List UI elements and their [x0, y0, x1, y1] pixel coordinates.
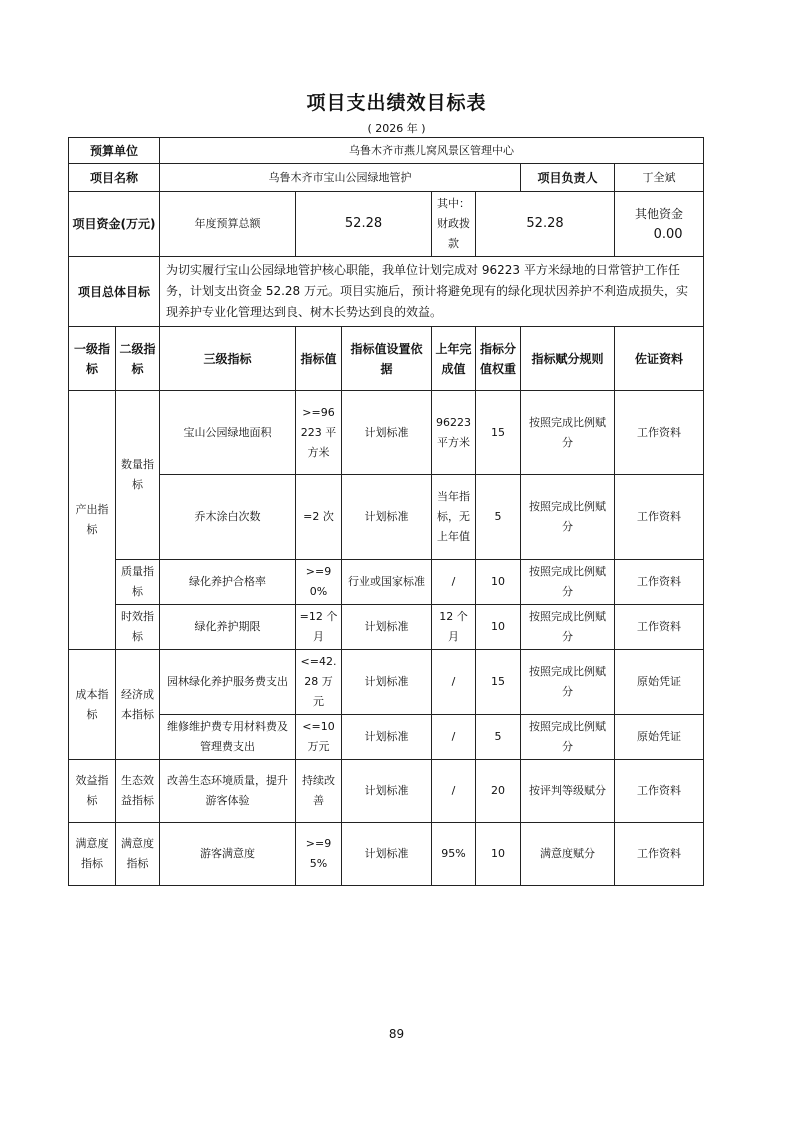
indicator-name: 绿化养护期限 — [160, 605, 296, 650]
indicator-evidence: 工作资料 — [615, 475, 704, 560]
indicator-weight: 5 — [476, 715, 521, 760]
indicator-last-year: / — [432, 560, 476, 605]
indicator-name: 改善生态环境质量，提升游客体验 — [160, 760, 296, 823]
indicator-last-year: 当年指标，无上年值 — [432, 475, 476, 560]
indicator-name: 乔木涂白次数 — [160, 475, 296, 560]
subgroup-economic: 经济成本指标 — [116, 650, 160, 760]
table-row — [69, 475, 704, 560]
indicator-name: 宝山公园绿地面积 — [160, 391, 296, 475]
header-rule: 指标赋分规则 — [521, 327, 615, 391]
performance-table — [68, 137, 704, 886]
project-owner-label: 项目负责人 — [521, 164, 615, 192]
header-evidence: 佐证资料 — [615, 327, 704, 391]
indicator-value: <=42.28 万元 — [296, 650, 342, 715]
header-basis: 指标值设置依据 — [342, 327, 432, 391]
header-value: 指标值 — [296, 327, 342, 391]
indicator-rule: 按照完成比例赋分 — [521, 715, 615, 760]
project-name-label: 项目名称 — [69, 164, 160, 192]
indicator-basis: 计划标准 — [342, 650, 432, 715]
indicator-basis: 计划标准 — [342, 391, 432, 475]
indicator-weight: 10 — [476, 605, 521, 650]
indicator-value: 持续改善 — [296, 760, 342, 823]
indicator-last-year: 95% — [432, 823, 476, 886]
indicator-value: >=90% — [296, 560, 342, 605]
subgroup-quality: 质量指标 — [116, 560, 160, 605]
indicator-basis: 计划标准 — [342, 760, 432, 823]
overall-goal-label: 项目总体目标 — [69, 257, 160, 327]
indicator-weight: 10 — [476, 560, 521, 605]
indicator-rule: 按评判等级赋分 — [521, 760, 615, 823]
annual-budget-label: 年度预算总额 — [160, 192, 296, 257]
indicator-weight: 5 — [476, 475, 521, 560]
indicator-evidence: 原始凭证 — [615, 715, 704, 760]
header-level3: 三级指标 — [160, 327, 296, 391]
indicator-last-year: / — [432, 760, 476, 823]
indicator-rule: 按照完成比例赋分 — [521, 650, 615, 715]
header-weight: 指标分值权重 — [476, 327, 521, 391]
indicator-weight: 15 — [476, 650, 521, 715]
budget-unit-label: 预算单位 — [69, 138, 160, 164]
header-last-year: 上年完成值 — [432, 327, 476, 391]
indicator-rule: 按照完成比例赋分 — [521, 391, 615, 475]
indicator-rule: 按照完成比例赋分 — [521, 605, 615, 650]
indicator-evidence: 原始凭证 — [615, 650, 704, 715]
indicator-basis: 行业或国家标准 — [342, 560, 432, 605]
budget-unit-value: 乌鲁木齐市燕儿窝风景区管理中心 — [160, 138, 704, 164]
other-funds-amount: 0.00 — [653, 226, 683, 242]
indicator-evidence: 工作资料 — [615, 823, 704, 886]
group-cost: 成本指标 — [69, 650, 116, 760]
overall-goal-text: 为切实履行宝山公园绿地管护核心职能，我单位计划完成对 96223 平方米绿地的日常管护工作任务，计划支出资金 52.28 万元。项目实施后，预计将避免现有的绿化现状因养护不利造成损失，实现养护专业化管理达到良、树木长势达到良的效益。 — [160, 257, 704, 327]
indicator-value: =2 次 — [296, 475, 342, 560]
indicator-name: 游客满意度 — [160, 823, 296, 886]
indicator-basis: 计划标准 — [342, 715, 432, 760]
table-row — [69, 391, 704, 475]
indicator-name: 维修维护费专用材料费及管理费支出 — [160, 715, 296, 760]
subgroup-timeliness: 时效指标 — [116, 605, 160, 650]
indicator-value: <=10 万元 — [296, 715, 342, 760]
project-name-value: 乌鲁木齐市宝山公园绿地管护 — [160, 164, 521, 192]
indicator-weight: 10 — [476, 823, 521, 886]
table-row — [69, 715, 704, 760]
project-funds-label: 项目资金(万元) — [69, 192, 160, 257]
header-level1: 一级指标 — [69, 327, 116, 391]
indicator-rule: 满意度赋分 — [521, 823, 615, 886]
group-satisfaction: 满意度指标 — [69, 823, 116, 886]
indicator-evidence: 工作资料 — [615, 760, 704, 823]
indicator-last-year: 12 个月 — [432, 605, 476, 650]
subgroup-satisfaction: 满意度指标 — [116, 823, 160, 886]
fiscal-value: 52.28 — [476, 192, 615, 257]
indicator-last-year: / — [432, 650, 476, 715]
indicator-weight: 15 — [476, 391, 521, 475]
page-number: 89 — [388, 1027, 405, 1041]
indicator-last-year: 96223 平方米 — [432, 391, 476, 475]
other-funds-label: 其他资金 — [635, 206, 684, 221]
table-row — [69, 760, 704, 823]
indicator-weight: 20 — [476, 760, 521, 823]
indicator-evidence: 工作资料 — [615, 605, 704, 650]
indicator-basis: 计划标准 — [342, 475, 432, 560]
project-owner-value: 丁全斌 — [615, 164, 704, 192]
project-funds-row — [69, 192, 704, 257]
table-row — [69, 605, 704, 650]
table-row — [69, 560, 704, 605]
document-title: 项目支出绩效目标表 — [306, 92, 487, 114]
budget-unit-row — [69, 138, 704, 164]
indicator-value: >=96223 平方米 — [296, 391, 342, 475]
other-funds-value — [615, 192, 704, 257]
table-row — [69, 650, 704, 715]
subgroup-quantity: 数量指标 — [116, 391, 160, 560]
indicator-value: >=95% — [296, 823, 342, 886]
indicator-name: 园林绿化养护服务费支出 — [160, 650, 296, 715]
document-year: ( 2026 年 ) — [367, 122, 426, 135]
indicator-name: 绿化养护合格率 — [160, 560, 296, 605]
indicator-evidence: 工作资料 — [615, 560, 704, 605]
indicator-evidence: 工作资料 — [615, 391, 704, 475]
subgroup-ecological: 生态效益指标 — [116, 760, 160, 823]
indicator-rule: 按照完成比例赋分 — [521, 560, 615, 605]
indicator-value: =12 个月 — [296, 605, 342, 650]
table-row — [69, 823, 704, 886]
table-header-row — [69, 327, 704, 391]
group-benefit: 效益指标 — [69, 760, 116, 823]
group-output: 产出指标 — [69, 391, 116, 650]
indicator-rule: 按照完成比例赋分 — [521, 475, 615, 560]
indicator-last-year: / — [432, 715, 476, 760]
overall-goal-row — [69, 257, 704, 327]
header-level2: 二级指标 — [116, 327, 160, 391]
indicator-basis: 计划标准 — [342, 823, 432, 886]
indicator-basis: 计划标准 — [342, 605, 432, 650]
annual-budget-value: 52.28 — [296, 192, 432, 257]
project-name-row — [69, 164, 704, 192]
fiscal-label: 其中：财政拨款 — [432, 192, 476, 257]
